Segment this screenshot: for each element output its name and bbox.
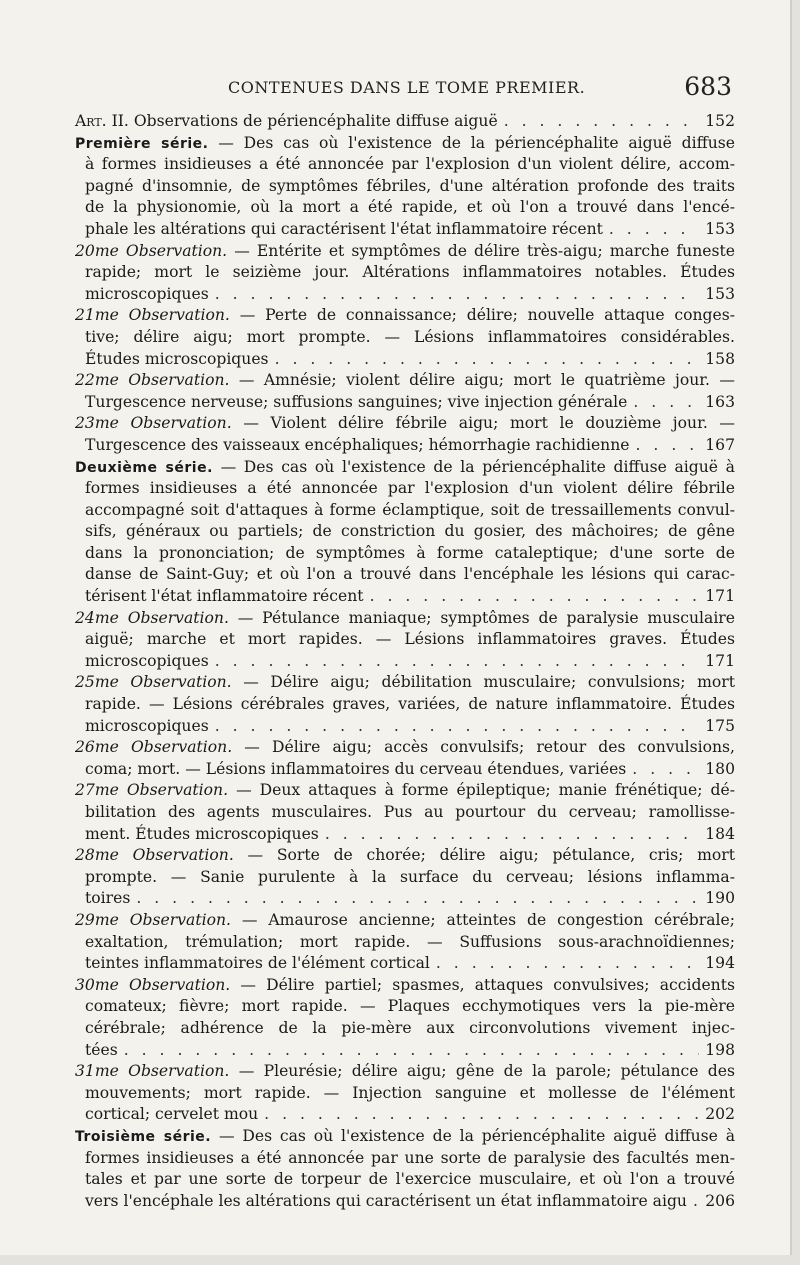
entry-page-number: 163 xyxy=(705,392,735,411)
entry-text: — Violent délire fébrile aigu; mort le douzième jour. — xyxy=(243,414,735,433)
entry-line xyxy=(75,543,735,565)
entry-text xyxy=(85,651,209,673)
entry-last-line xyxy=(75,435,735,457)
toc-entry xyxy=(75,133,735,241)
toc-entry xyxy=(75,305,735,370)
dot-leader xyxy=(636,435,700,457)
entry-heading: Art. II. xyxy=(75,112,129,130)
page-number: 683 xyxy=(684,72,732,101)
entry-heading: 25me Observation. xyxy=(75,673,232,692)
entry-final-text: microscopiques xyxy=(85,284,209,303)
toc-entry xyxy=(75,780,735,845)
entry-heading: 29me Observation. xyxy=(75,910,231,929)
entry-line xyxy=(75,1148,735,1170)
entry-text xyxy=(85,1104,258,1126)
entry-line xyxy=(75,413,735,435)
entry-page-number: 180 xyxy=(705,759,735,778)
entry-text: — Pleurésie; délire aigu; gêne de la parole; pétulance des xyxy=(238,1062,735,1081)
dot-leader xyxy=(693,1191,699,1213)
entry-text: — Des cas où l'existence de la périencéphalite aiguë diffuse à xyxy=(218,1126,735,1145)
table-of-contents xyxy=(75,111,735,1212)
entry-text xyxy=(85,953,430,975)
toc-entry xyxy=(75,910,735,975)
entry-page-number: 167 xyxy=(705,435,735,454)
entry-final-text: coma; mort. — Lésions inflammatoires du cerveau étendues, variées xyxy=(85,759,627,778)
entry-text: cérébrale; adhérence de la pie-mère aux circonvolutions vivement injec- xyxy=(85,1018,735,1037)
entry-heading: Troisième série. xyxy=(75,1128,212,1145)
entry-last-line xyxy=(75,716,735,738)
entry-last-line xyxy=(75,953,735,975)
toc-entry xyxy=(75,1126,735,1212)
dot-leader xyxy=(436,953,699,975)
entry-text xyxy=(85,1040,118,1062)
entry-page-number: 153 xyxy=(705,219,735,238)
entry-line xyxy=(75,241,735,263)
entry-last-line xyxy=(75,651,735,673)
toc-entry xyxy=(75,111,735,133)
entry-line xyxy=(75,737,735,759)
toc-entry xyxy=(75,608,735,673)
dot-leader xyxy=(136,888,699,910)
entry-final-text: tées xyxy=(85,1040,118,1059)
entry-heading: 23me Observation. xyxy=(75,414,232,433)
dot-leader xyxy=(632,759,699,781)
entry-line xyxy=(75,262,735,284)
entry-line xyxy=(75,197,735,219)
entry-text xyxy=(85,759,626,781)
entry-final-text: ment. Études microscopiques xyxy=(85,824,319,843)
entry-text: bilitation des agents musculaires. Pus au pourtour du cerveau; ramollisse- xyxy=(85,803,735,821)
entry-text xyxy=(85,586,364,608)
entry-text xyxy=(85,435,630,457)
entry-final-text: Turgescence nerveuse; suffusions sanguines; vive injection générale xyxy=(85,392,628,411)
entry-final-text: cortical; cervelet mou xyxy=(85,1105,259,1124)
entry-line xyxy=(75,694,735,716)
entry-line xyxy=(75,845,735,867)
entry-last-line xyxy=(75,111,735,133)
entry-line xyxy=(75,996,735,1018)
entry-line xyxy=(75,370,735,392)
entry-last-line xyxy=(75,219,735,241)
entry-line xyxy=(75,521,735,543)
entry-line xyxy=(75,1083,735,1105)
entry-text xyxy=(85,1191,687,1213)
entry-text xyxy=(85,392,627,414)
dot-leader xyxy=(215,651,699,673)
entry-text: exaltation, trémulation; mort rapide. — Suffusions sous-arachnoïdiennes; xyxy=(85,932,735,951)
entry-line xyxy=(75,975,735,997)
dot-leader xyxy=(215,716,699,738)
toc-entry xyxy=(75,845,735,910)
entry-final-text: toires xyxy=(85,889,131,908)
entry-line xyxy=(75,802,735,824)
entry-last-line xyxy=(75,1104,735,1126)
dot-leader xyxy=(609,219,699,241)
entry-page-number: 206 xyxy=(705,1191,735,1210)
entry-text: — Délire aigu; débilitation musculaire; convulsions; mort xyxy=(243,673,735,692)
entry-text: rapide. — Lésions cérébrales graves, variées, de nature inflammatoire. Études xyxy=(85,695,735,714)
toc-entry xyxy=(75,457,735,608)
entry-text: tive; délire aigu; mort prompte. — Lésions inflammatoires considérables. xyxy=(85,327,735,346)
page-header xyxy=(0,72,790,108)
entry-heading: 28me Observation. xyxy=(75,846,234,865)
entry-line xyxy=(75,564,735,586)
toc-entry xyxy=(75,975,735,1061)
toc-entry xyxy=(75,241,735,306)
entry-last-line xyxy=(75,824,735,846)
entry-last-line xyxy=(75,284,735,306)
entry-text xyxy=(85,824,319,846)
entry-text: formes insidieuses a été annoncée par l'explosion d'un violent délire fébrile xyxy=(85,479,735,498)
entry-text xyxy=(85,716,209,738)
entry-text: — Perte de connaissance; délire; nouvelle attaque conges- xyxy=(239,306,735,325)
entry-text xyxy=(85,284,209,306)
entry-text: — Deux attaques à forme épileptique; manie frénétique; dé- xyxy=(236,781,735,800)
entry-page-number: 171 xyxy=(705,651,735,670)
entry-text: — Délire aigu; accès convulsifs; retour des convulsions, xyxy=(244,738,735,757)
entry-page-number: 171 xyxy=(705,587,735,606)
entry-line xyxy=(75,672,735,694)
entry-line xyxy=(75,867,735,889)
entry-text: pagné d'insomnie, de symptômes fébriles, d'une altération profonde des traits xyxy=(85,176,735,195)
dot-leader xyxy=(264,1104,699,1126)
entry-line xyxy=(75,305,735,327)
entry-line xyxy=(75,478,735,500)
entry-text: danse de Saint-Guy; et où l'on a trouvé dans l'encéphale les lésions qui carac- xyxy=(85,565,735,584)
entry-page-number: 202 xyxy=(705,1105,735,1124)
entry-text xyxy=(75,111,498,133)
entry-final-text: teintes inflammatoires de l'élément cortical xyxy=(85,954,430,973)
entry-text xyxy=(85,349,269,371)
dot-leader xyxy=(275,349,699,371)
entry-text: — Des cas où l'existence de la périencéphalite aiguë diffuse xyxy=(218,133,735,152)
entry-final-text: Turgescence des vaisseaux encéphaliques; hémorrhagie rachidienne xyxy=(85,435,630,454)
entry-final-text: microscopiques xyxy=(85,651,209,670)
entry-text: rapide; mort le seizième jour. Altérations inflammatoires notables. Études xyxy=(85,263,735,282)
entry-last-line xyxy=(75,888,735,910)
entry-final-text: Études microscopiques xyxy=(85,349,269,368)
entry-page-number: 198 xyxy=(705,1040,735,1059)
entry-final-text: vers l'encéphale les altérations qui caractérisent un état inflammatoire aigu xyxy=(85,1191,687,1210)
entry-line xyxy=(75,457,735,479)
entry-line xyxy=(75,910,735,932)
entry-text xyxy=(85,888,130,910)
entry-last-line xyxy=(75,1040,735,1062)
entry-text: tales et par une sorte de torpeur de l'exercice musculaire, et où l'on a trouvé xyxy=(85,1170,735,1189)
toc-entry xyxy=(75,672,735,737)
entry-line xyxy=(75,176,735,198)
entry-page-number: 153 xyxy=(705,284,735,303)
entry-page-number: 158 xyxy=(705,349,735,368)
entry-text: — Pétulance maniaque; symptômes de paralysie musculaire xyxy=(237,608,735,627)
dot-leader xyxy=(325,824,699,846)
entry-text: comateux; fièvre; mort rapide. — Plaques ecchymotiques vers la pie-mère xyxy=(85,997,735,1016)
entry-final-text: térisent l'état inflammatoire récent xyxy=(85,587,364,606)
entry-page-number: 184 xyxy=(705,824,735,843)
entry-heading: Deuxième série. xyxy=(75,459,213,476)
entry-text: — Des cas où l'existence de la périencéphalite diffuse aiguë à xyxy=(220,457,735,476)
entry-text: — Entérite et symptômes de délire très-aigu; marche funeste xyxy=(234,241,735,260)
entry-text: dans la prononciation; de symptômes à forme cataleptique; d'une sorte de xyxy=(85,543,735,562)
entry-final-text: phale les altérations qui caractérisent l'état inflammatoire récent xyxy=(85,219,603,238)
entry-text: — Amnésie; violent délire aigu; mort le quatrième jour. — xyxy=(238,371,735,390)
entry-heading: 20me Observation. xyxy=(75,241,228,260)
entry-final-text: microscopiques xyxy=(85,716,209,735)
entry-line xyxy=(75,154,735,176)
dot-leader xyxy=(124,1040,699,1062)
entry-line xyxy=(75,133,735,155)
entry-line xyxy=(75,1061,735,1083)
entry-text: accompagné soit d'attaques à forme éclamptique, soit de tressaillements convul- xyxy=(85,500,735,519)
entry-text: — Amaurose ancienne; atteintes de congestion cérébrale; xyxy=(241,910,735,929)
entry-text: sifs, généraux ou partiels; de constriction du gosier, des mâchoires; de gêne xyxy=(85,522,735,541)
entry-page-number: 152 xyxy=(705,112,735,130)
entry-heading: 31me Observation. xyxy=(75,1062,230,1081)
entry-text: aiguë; marche et mort rapides. — Lésions inflammatoires graves. Études xyxy=(85,630,735,649)
entry-last-line xyxy=(75,759,735,781)
entry-last-line xyxy=(75,349,735,371)
entry-text: prompte. — Sanie purulente à la surface du cerveau; lésions inflamma- xyxy=(85,867,735,886)
entry-line xyxy=(75,1126,735,1148)
entry-heading: 27me Observation. xyxy=(75,781,229,800)
entry-line xyxy=(75,608,735,630)
entry-line xyxy=(75,1169,735,1191)
entry-text: — Sorte de chorée; délire aigu; pétulance, cris; mort xyxy=(247,846,735,865)
entry-line xyxy=(75,932,735,954)
entry-heading: 24me Observation. xyxy=(75,608,229,627)
toc-entry xyxy=(75,413,735,456)
entry-line xyxy=(75,780,735,802)
entry-line xyxy=(75,500,735,522)
entry-last-line xyxy=(75,586,735,608)
toc-entry xyxy=(75,370,735,413)
entry-text: — Délire partiel; spasmes, attaques convulsives; accidents xyxy=(240,975,735,994)
dot-leader xyxy=(215,284,699,306)
entry-text: de la physionomie, où la mort a été rapide, et où l'on a trouvé dans l'encé- xyxy=(85,198,735,217)
entry-text xyxy=(85,219,603,241)
dot-leader xyxy=(633,392,699,414)
entry-last-line xyxy=(75,1191,735,1213)
entry-page-number: 175 xyxy=(705,716,735,735)
running-title: CONTENUES DANS LE TOME PREMIER. xyxy=(228,78,586,97)
entry-heading: Première série. xyxy=(75,135,209,152)
entry-text: mouvements; mort rapide. — Injection sanguine et mollesse de l'élément xyxy=(85,1083,735,1102)
entry-line xyxy=(75,327,735,349)
entry-line xyxy=(75,1018,735,1040)
entry-heading: 21me Observation. xyxy=(75,306,230,325)
entry-line xyxy=(75,629,735,651)
dot-leader xyxy=(504,111,699,133)
toc-entry xyxy=(75,737,735,780)
entry-last-line xyxy=(75,392,735,414)
entry-text: à formes insidieuses a été annoncée par l'explosion d'un violent délire, accom- xyxy=(85,155,735,174)
entry-heading: 26me Observation. xyxy=(75,738,233,757)
entry-heading: 22me Observation. xyxy=(75,371,230,390)
entry-heading: 30me Observation. xyxy=(75,975,231,994)
entry-final-text: Observations de périencéphalite diffuse aiguë xyxy=(133,112,498,130)
entry-text: formes insidieuses a été annoncée par une sorte de paralysie des facultés men- xyxy=(85,1148,735,1167)
toc-entry xyxy=(75,1061,735,1126)
dot-leader xyxy=(370,586,699,608)
entry-page-number: 194 xyxy=(705,954,735,973)
entry-page-number: 190 xyxy=(705,889,735,908)
